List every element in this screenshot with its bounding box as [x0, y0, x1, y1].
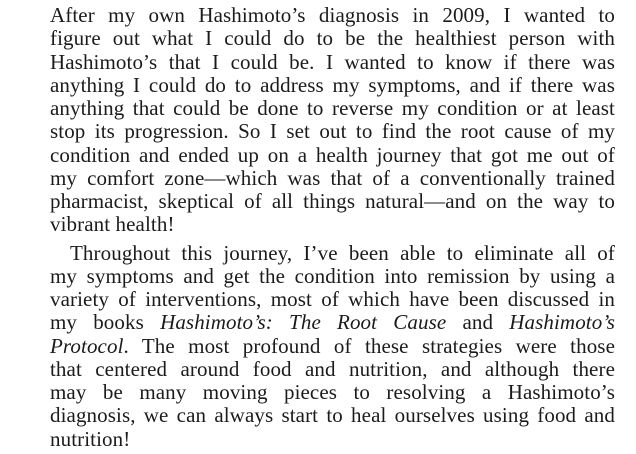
text-line — [50, 265, 615, 288]
text-run: my comfort zone—which was that of a conventionally trained — [50, 165, 615, 190]
text-line — [50, 51, 615, 74]
text-run: anything I could do to address my symptoms, and if there was — [50, 72, 615, 97]
text-run: that centered around food and nutrition, and although there — [50, 356, 615, 381]
text-run: After my own Hashimoto’s diagnosis in 2009, I wanted to — [50, 3, 615, 27]
text-run: condition and ended up on a health journey that got me out of — [50, 142, 615, 167]
book-title-italic: Hashimoto’s — [509, 310, 615, 335]
text-run: stop its progression. So I set out to find the root cause of my — [50, 119, 615, 144]
text-line — [50, 144, 615, 167]
text-line — [50, 242, 615, 265]
text-line — [50, 288, 615, 311]
text-run: Throughout this journey, I’ve been able to eliminate all of — [70, 240, 615, 265]
text-line — [50, 428, 615, 451]
text-run: pharmacist, skeptical of all things natural—and on the way to — [50, 189, 615, 213]
text-run: diagnosis, we can always start to heal ourselves using food and — [50, 403, 615, 428]
text-line — [50, 190, 615, 213]
text-line — [50, 4, 615, 27]
text-line — [50, 167, 615, 190]
text-run: anything that could be done to reverse my condition or at least — [50, 96, 615, 120]
text-line — [50, 97, 615, 120]
text-run: vibrant health! — [50, 212, 175, 237]
text-line — [50, 311, 615, 334]
text-run: variety of interventions, most of which have been discussed in — [50, 287, 615, 311]
text-line — [50, 358, 615, 381]
text-line — [50, 74, 615, 97]
text-run: and — [446, 310, 510, 335]
text-run: . The most profound of these strategies were those — [123, 333, 615, 358]
text-line — [50, 404, 615, 427]
paragraph — [50, 242, 615, 451]
paragraph — [50, 4, 615, 237]
page-text — [50, 4, 615, 451]
text-run: my books — [50, 310, 161, 335]
text-run: may be many moving pieces to resolving a Hashimoto’s — [50, 380, 615, 404]
book-title-italic: Protocol — [50, 333, 124, 358]
text-line — [50, 27, 615, 50]
text-line — [50, 213, 615, 236]
text-run: Hashimoto’s that I could be. I wanted to know if there was — [50, 49, 615, 74]
text-run: figure out what I could do to be the healthiest person with — [50, 26, 615, 51]
book-title-italic: Hashimoto’s: The Root Cause — [160, 310, 447, 335]
text-line — [50, 335, 615, 358]
text-run: my symptoms and get the condition into remission by using a — [50, 263, 615, 288]
text-run: nutrition! — [50, 426, 131, 451]
text-line — [50, 120, 615, 143]
text-line — [50, 381, 615, 404]
